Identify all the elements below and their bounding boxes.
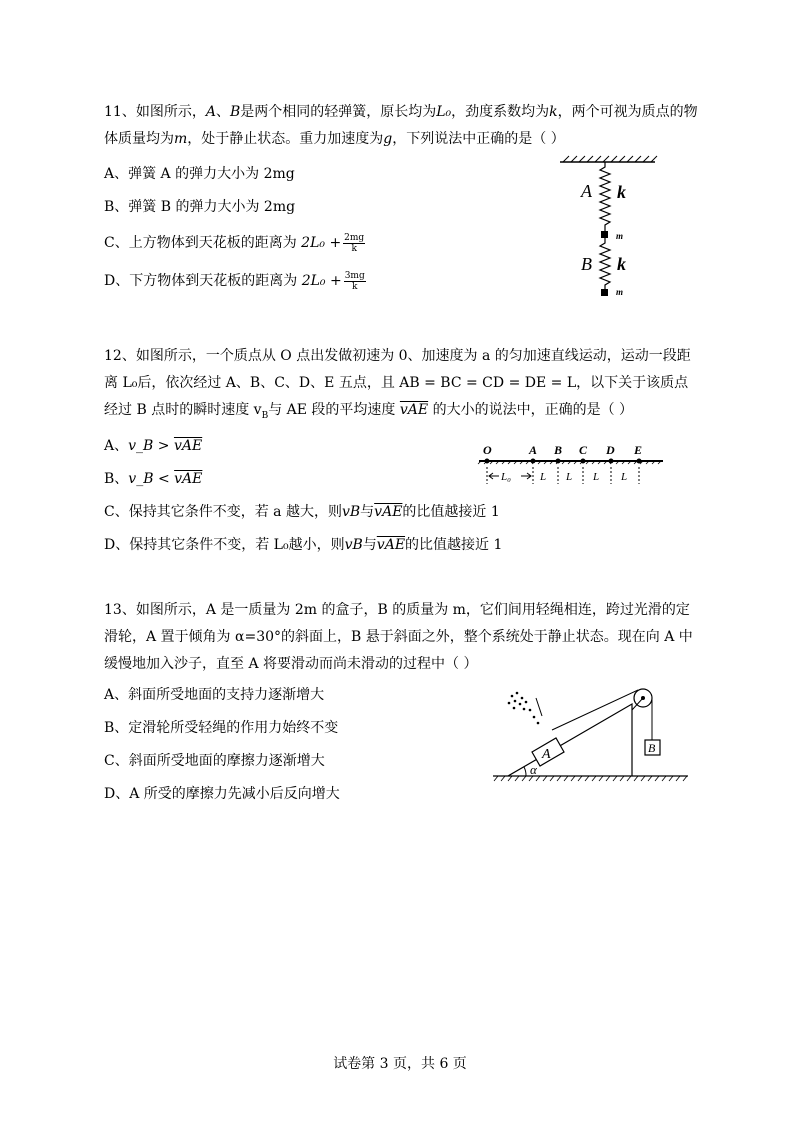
label-l1: L: [540, 471, 547, 483]
point-b: [556, 459, 561, 464]
rope-incline: [552, 690, 638, 730]
point-a: [531, 459, 536, 464]
q12-line-figure: [477, 440, 667, 490]
q13-incline-figure: [490, 680, 690, 788]
q13-option-b: B、定滑轮所受轻绳的作用力始终不变: [104, 720, 339, 736]
label-a: A: [529, 443, 538, 457]
q13-option-a: A、斜面所受地面的支持力逐渐增大: [104, 687, 325, 703]
q11-d-fraction: $\frac{3mg}{k}$: [344, 270, 365, 292]
sand-stream: [536, 698, 542, 716]
question-13-stem: 13、如图所示，A 是一质量为 2m 的盒子，B 的质量为 m，它们间用轻绳相连，跨过光滑的定滑轮，A 置于倾角为 α=30°的斜面上，B 悬于斜面之外，整个系统处于静止状态。现在向 A 中缓慢地加入沙子，直至 A 将要滑动而尚未滑动的过程中（ ）: [104, 602, 693, 672]
label-k2: k: [617, 254, 626, 274]
q12-option-b: B、v_B < $\overline{vAE}$: [104, 470, 203, 487]
ground-hatch: [494, 776, 687, 781]
ceiling-hatch: [563, 156, 657, 162]
point-c: [581, 459, 586, 464]
label-spring-a: A: [581, 181, 592, 201]
q13-option-d: D、A 所受的摩擦力先减小后反向增大: [104, 786, 340, 802]
q11-d-expr: 2L₀ +: [301, 273, 342, 289]
point-d: [609, 459, 614, 464]
label-l4: L: [621, 471, 628, 483]
label-d: D: [606, 443, 615, 457]
q12-option-a: A、v_B > $\overline{vAE}$: [104, 437, 203, 454]
label-o: O: [483, 443, 492, 457]
q11-option-a: A、弹簧 A 的弹力大小为 2mg: [104, 166, 295, 182]
falling-sand: [508, 692, 540, 725]
q13-option-c: C、斜面所受地面的摩擦力逐渐增大: [104, 753, 325, 769]
q11-option-d: D、下方物体到天花板的距离为 2L₀ + $\frac{3mg}{k}$: [104, 270, 365, 292]
label-l3: L: [593, 471, 600, 483]
mass-upper: [601, 231, 608, 238]
label-e: E: [634, 443, 643, 457]
angle-arc: [524, 767, 526, 776]
label-box-b: B: [648, 741, 656, 755]
label-m2: m: [616, 287, 624, 297]
label-m1: m: [616, 231, 624, 241]
spring-b: [600, 238, 610, 289]
question-12-stem: 12、如图所示，一个质点从 O 点出发做初速为 0、加速度为 a 的匀加速直线运动，运动一段距离 L₀后，依次经过 A、B、C、D、E 五点，且 AB = BC = CD = DE = L，以下关于该质点经过 B 点时的瞬时速度 $v_B$与 AE 段的平均速度 $\overline{vAE}$ 的大小的说法中，正确的是（ ）: [104, 348, 691, 421]
label-k1: k: [617, 182, 626, 202]
q11-spring-figure: [555, 155, 665, 300]
question-11-stem: 11、如图所示，A、B是两个相同的轻弹簧，原长均为L₀，劲度系数均为k，两个可视为质点的物体质量均为m，处于静止状态。重力加速度为g，下列说法中正确的是（ ）: [104, 104, 698, 147]
q11-option-c: C、上方物体到天花板的距离为 2L₀ + $\frac{2mg}{k}$: [104, 232, 365, 254]
point-o: [485, 459, 490, 464]
q11-c-fraction: $\frac{2mg}{k}$: [344, 232, 365, 254]
q12-option-c: C、保持其它条件不变，若 a 越大，则vB与$\overline{vAE}$的比值越接近 1: [104, 503, 500, 520]
q12-option-d: D、保持其它条件不变，若 L₀越小，则vB与$\overline{vAE}$的比值越接近 1: [104, 536, 503, 553]
incline: [508, 704, 632, 776]
spring-a: [600, 162, 610, 231]
label-l2: L: [566, 471, 573, 483]
mass-lower: [601, 289, 608, 296]
label-c: C: [579, 443, 588, 457]
label-angle: α: [530, 762, 537, 777]
q11-c-expr: 2L₀ +: [301, 235, 342, 251]
label-spring-b: B: [581, 254, 592, 274]
q11-option-b: B、弹簧 B 的弹力大小为 2mg: [104, 199, 296, 215]
label-box-a: A: [542, 747, 551, 762]
label-b: B: [554, 443, 563, 457]
label-l0: L₀: [501, 471, 511, 483]
point-e: [637, 459, 642, 464]
page-footer: 试卷第 3 页，共 6 页: [333, 1056, 467, 1072]
